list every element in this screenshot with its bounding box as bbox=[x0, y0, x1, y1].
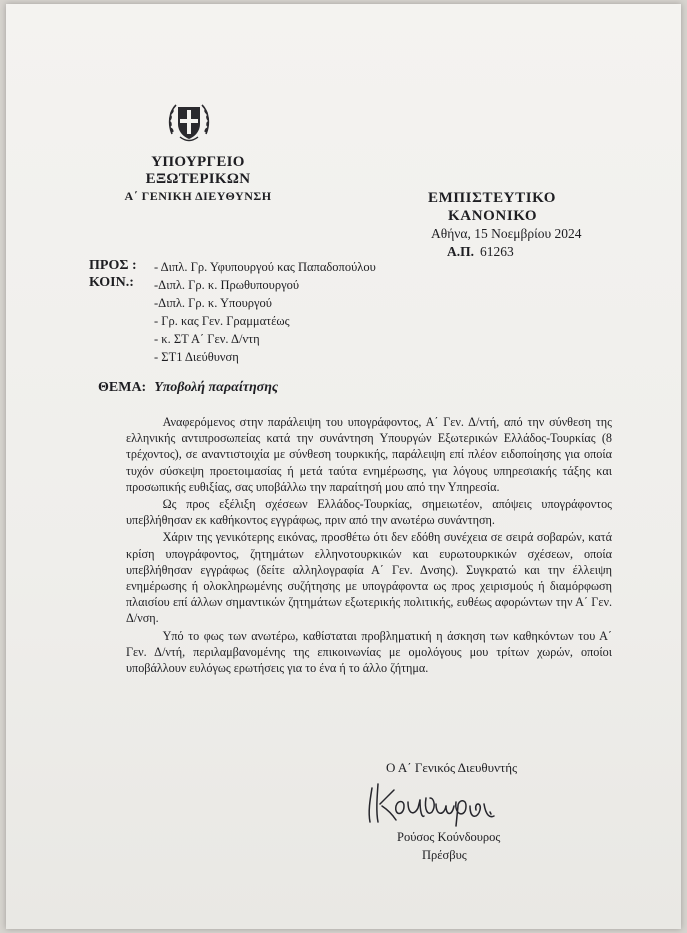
ministry-header bbox=[98, 154, 298, 204]
body-paragraph: Αναφερόμενος στην παράλειψη του υπογράφοντος, Α΄ Γεν. Δ/ντή, από την σύνθεση της ελληνικής αντιπροσωπείας κατά την συνάντηση Υπουργών Εξωτερικών Ελλάδος-Τουρκίας (8 τρέχοντος), σε αναντιστοιχία με σύνθεση τουρκικής, παράλειψη επί πλέον ειδοποίησης για οποία τυχόν σύσκεψη προετοιμασίας ή μετά ταύτα ενημέρωσης, για λόγους υπηρεσιακής τάξης και προσωπικής ευθιξίας, σας υποβάλλω την παραίτησή μου από την Υπηρεσία. bbox=[126, 415, 612, 494]
to-label: ΠΡΟΣ : bbox=[89, 258, 137, 273]
handwritten-signature bbox=[358, 776, 508, 828]
directorate-name: Α΄ ΓΕΝΙΚΗ ΔΙΕΥΘΥΝΣΗ bbox=[124, 189, 272, 203]
greek-coat-of-arms-icon bbox=[166, 100, 212, 146]
place-date: Αθήνα, 15 Νοεμβρίου 2024 bbox=[431, 226, 582, 241]
cc-recipient: - ΣΤ1 Διεύθυνση bbox=[154, 350, 239, 364]
cc-recipient: - κ. ΣΤ Α΄ Γεν. Δ/ντη bbox=[154, 332, 260, 346]
cc-label: ΚΟΙΝ.: bbox=[89, 275, 134, 290]
protocol-number bbox=[447, 244, 514, 260]
cc-recipient: - Γρ. κας Γεν. Γραμματέως bbox=[154, 314, 290, 328]
protocol-value: 61263 bbox=[480, 244, 514, 259]
ministry-name: ΥΠΟΥΡΓΕΙΟ ΕΞΩΤΕΡΙΚΩΝ bbox=[145, 154, 251, 187]
signatory-role: Πρέσβυς bbox=[422, 848, 467, 862]
to-recipient: - Διπλ. Γρ. Υφυπουργού κας Παπαδοπούλου bbox=[154, 260, 376, 274]
protocol-label: Α.Π. bbox=[447, 244, 474, 259]
body-paragraph: Ως προς εξέλιξη σχέσεων Ελλάδος-Τουρκίας, σημειωτέον, απόψεις υπογράφοντος υπεβλήθησαν εκ καθήκοντος εγγράφως, πριν από την ανωτέρω συνάντηση. bbox=[126, 497, 612, 528]
document-page bbox=[6, 4, 681, 929]
classification-normal: ΚΑΝΟΝΙΚΟ bbox=[448, 208, 538, 224]
signatory-name: Ρούσος Κούνδουρος bbox=[397, 830, 501, 844]
cc-recipient: -Διπλ. Γρ. κ. Πρωθυπουργού bbox=[154, 278, 300, 292]
subject-label: ΘΕΜΑ: bbox=[98, 380, 147, 395]
signatory-title: Ο Α΄ Γενικός Διευθυντής bbox=[386, 760, 518, 775]
classification-confidential: ΕΜΠΙΣΤΕΥΤΙΚΟ bbox=[428, 190, 557, 206]
letter-body bbox=[126, 414, 612, 677]
body-paragraph: Υπό το φως των ανωτέρω, καθίσταται προβληματική η άσκηση των καθηκόντων του Α΄ Γεν. Δ/ντή, περιλαμβανομένης της επικοινωνίας με ομολόγους μου τρίτων χωρών, οποίοι υποβάλλουν ευλόγως ερωτήσεις για το ένα ή το άλλο ζήτημα. bbox=[126, 628, 612, 676]
subject-line bbox=[98, 380, 278, 396]
subject-text: Υποβολή παραίτησης bbox=[154, 380, 279, 395]
cc-recipient: -Διπλ. Γρ. κ. Υπουργού bbox=[154, 296, 272, 310]
body-paragraph: Χάριν της γενικότερης εικόνας, προσθέτω ότι δεν εδόθη συνέχεια σε σειρά σοβαρών, κατά κρίση υπογράφοντος, ζητημάτων ελληνοτουρκικών και ευρωτουρκικών σχέσεων, οποία υπεβλήθησαν εγγράφως (δείτε αλληλογραφία Α΄ Γεν. Δνσης). Συγκρατώ και την έλλειψη ενημέρωσης ή ολοκληρωμένης συζήτησης με υπογράφοντα ως προς χειρισμούς ή διαμόρφωση πλαισίου επί άλλων σημαντικών ζητημάτων εξωτερικής πολιτικής, ευθέως αφορώντων την Α΄ Γεν. Δ/νση. bbox=[126, 530, 612, 626]
